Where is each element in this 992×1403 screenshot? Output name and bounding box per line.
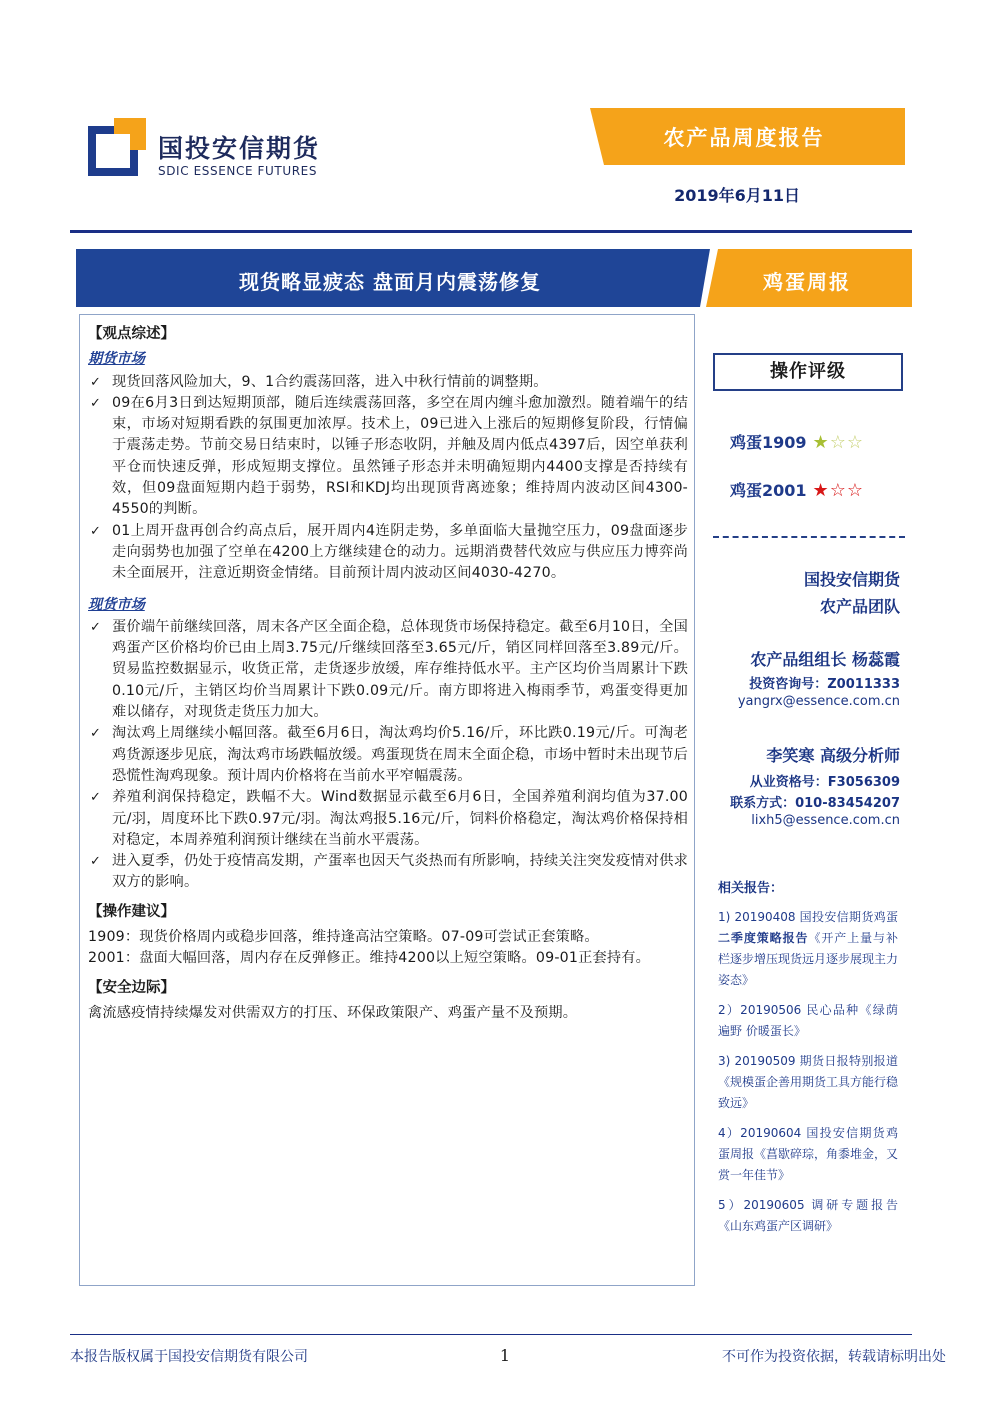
star-empty-icon: ☆☆ [829,480,864,501]
header-divider [70,230,912,233]
futures-market-heading: 期货市场 [88,351,145,368]
risk-heading: 【安全边际】 [88,979,175,996]
star-rating-icon [813,432,864,453]
main-content [88,322,688,1024]
leader-cert: 投资咨询号：Z0011333 [749,677,900,692]
related-report-item[interactable]: 5）20190605 调研专题报告《山东鸡蛋产区调研》 [718,1198,898,1233]
checkmark-icon: ✓ [90,619,102,635]
report-type-label: 农产品周度报告 [663,126,825,150]
team-company: 国投安信期货 [803,570,900,589]
checkmark-icon: ✓ [90,395,102,411]
related-report-item[interactable]: 2）20190506 民心品种《绿荫遍野 价暖蛋长》 [718,1003,898,1038]
related-reports-list [718,907,898,1246]
list-item: ✓ 09在6月3日到达短期顶部，随后连续震荡回落，多空在周内缠斗愈加激烈。随着端午的结束，市场对短期看跌的氛围更加浓厚。技术上，09已进入上涨后的短期修复阶段，行情偏于震荡走势。节前交易日结束时，以锤子形态收阴，并触及周内低点4397后，因空单获利平仓而快速反弹，形成短期支撑位。虽然锤子形态并未明确短期内4400支撑是否持续有效，但09盘面短期内趋于弱势，RSI和KDJ均出现顶背离迹象；维持周内波动区间4300-4550的判断。 [90,394,688,518]
list-item: ✓ 蛋价端午前继续回落，周末各产区全面企稳，总体现货市场保持稳定。截至6月10日，全国鸡蛋产区价格均价已由上周3.75元/斤继续回落至3.65元/斤，销区同样回落至3.89元/斤。贸易监控数据显示，收货正常，走货逐步放缓，库存维持低水平。主产区均价当周累计下跌0.10元/斤，主销区均价当周累计下跌0.09元/斤。南方即将进入梅雨季节，鸡蛋变得更加难以储存，对现货走货压力加大。 [90,618,688,721]
related-report-item[interactable]: 1) 20190408 国投安信期货鸡蛋二季度策略报告《开产上量与补栏逐步增压现货远月逐步展现主力姿态》 [718,910,899,987]
checkmark-icon: ✓ [90,854,102,870]
related-report-item[interactable]: 3) 20190509 期货日报特别报道《规模蛋企善用期货工具方能行稳致远》 [718,1054,899,1110]
footer-divider [70,1334,912,1335]
spot-market-heading: 现货市场 [88,596,145,613]
leader-email: yangrx@essence.com.cn [737,694,900,709]
report-date: 2019年6月11日 [674,186,800,205]
footer-copyright: 本报告版权属于国投安信期货有限公司 [70,1349,308,1365]
rating-row-1909 [730,430,910,453]
checkmark-icon: ✓ [90,374,102,390]
related-reports-heading: 相关报告： [718,881,784,896]
sidebar-divider [713,536,905,538]
operation-advice-2001: 2001：盘面大幅回落，周内存在反弹修正。维持4200以上短空策略。09-01正套持有。 [88,950,651,967]
star-empty-icon: ☆☆ [829,432,864,453]
risk-text: 禽流感疫情持续爆发对供需双方的打压、环保政策限产、鸡蛋产量不及预期。 [88,1004,578,1021]
report-title: 现货略显疲态 盘面月内震荡修复 [239,270,541,294]
page-number: 1 [499,1346,511,1365]
rating-title: 操作评级 [713,353,903,391]
list-item: ✓ 01上周开盘再创合约高点后，展开周内4连阴走势，多单面临大量抛空压力，09盘面逐步走向弱势也加强了空单在4200上方继续建仓的动力。远期消费替代效应与供应压力博弈尚未全面展开，注意近期资金情绪。目前预计周内波动区间4030-4270。 [90,522,688,582]
analyst-cert: 从业资格号：F3056309 [749,775,900,790]
footer-disclaimer: 不可作为投资依据，转载请标明出处 [722,1349,946,1365]
list-item: ✓ 进入夏季，仍处于疫情高发期，产蛋率也因天气炎热而有所影响，持续关注突发疫情对供求双方的影响。 [90,853,688,891]
star-filled-icon: ★ [812,432,830,453]
company-name-en: SDIC ESSENCE FUTURES [158,164,318,178]
rating-contract-name: 鸡蛋2001 [730,481,807,500]
checkmark-icon: ✓ [90,790,102,806]
leader-name: 农产品组组长 杨蕊霞 [750,650,900,669]
operation-advice-heading: 【操作建议】 [88,903,175,920]
team-name: 农产品团队 [819,597,900,616]
analyst-email: lixh5@essence.com.cn [751,813,900,828]
company-logo-icon [88,118,146,176]
list-item: ✓ 淘汰鸡上周继续小幅回落。截至6月6日，淘汰鸡均价5.16/斤，环比跌0.19元/斤。可淘老鸡货源逐步见底，淘汰鸡市场跌幅放缓。鸡蛋现货在周末全面企稳，市场中暂时未出现节后恐慌性淘鸡现象。预计周内价格将在当前水平窄幅震荡。 [90,725,688,784]
list-item: ✓ 现货回落风险加大，9、1合约震荡回落，进入中秋行情前的调整期。 [88,372,688,393]
analyst-name: 李笑寒 高级分析师 [766,746,900,765]
operation-advice-1909: 1909：现货价格周内或稳步回落，维持逢高沽空策略。07-09可尝试正套策略。 [88,929,599,946]
related-report-item[interactable]: 4）20190604 国投安信期货鸡蛋周报《菖歇碎琮，角黍堆金，又赏一年佳节》 [718,1126,899,1182]
checkmark-icon: ✓ [90,523,102,539]
company-name-cn: 国投安信期货 [158,134,321,163]
summary-heading: 【观点综述】 [88,326,175,342]
report-category: 鸡蛋周报 [763,270,851,294]
star-rating-icon [813,480,864,501]
checkmark-icon: ✓ [90,726,102,742]
star-filled-icon: ★ [812,480,830,501]
list-item: ✓ 养殖利润保持稳定，跌幅不大。Wind数据显示截至6月6日，全国养殖利润均值为37.00元/羽，周度环比下跌0.97元/羽。淘汰鸡报5.16元/斤，饲料价格稳定，淘汰鸡价格保持相对稳定，本周养殖利润预计继续在当前水平震荡。 [90,789,688,848]
rating-row-2001 [730,478,910,501]
analyst-phone: 联系方式：010-83454207 [730,796,900,811]
rating-contract-name: 鸡蛋1909 [730,433,807,452]
